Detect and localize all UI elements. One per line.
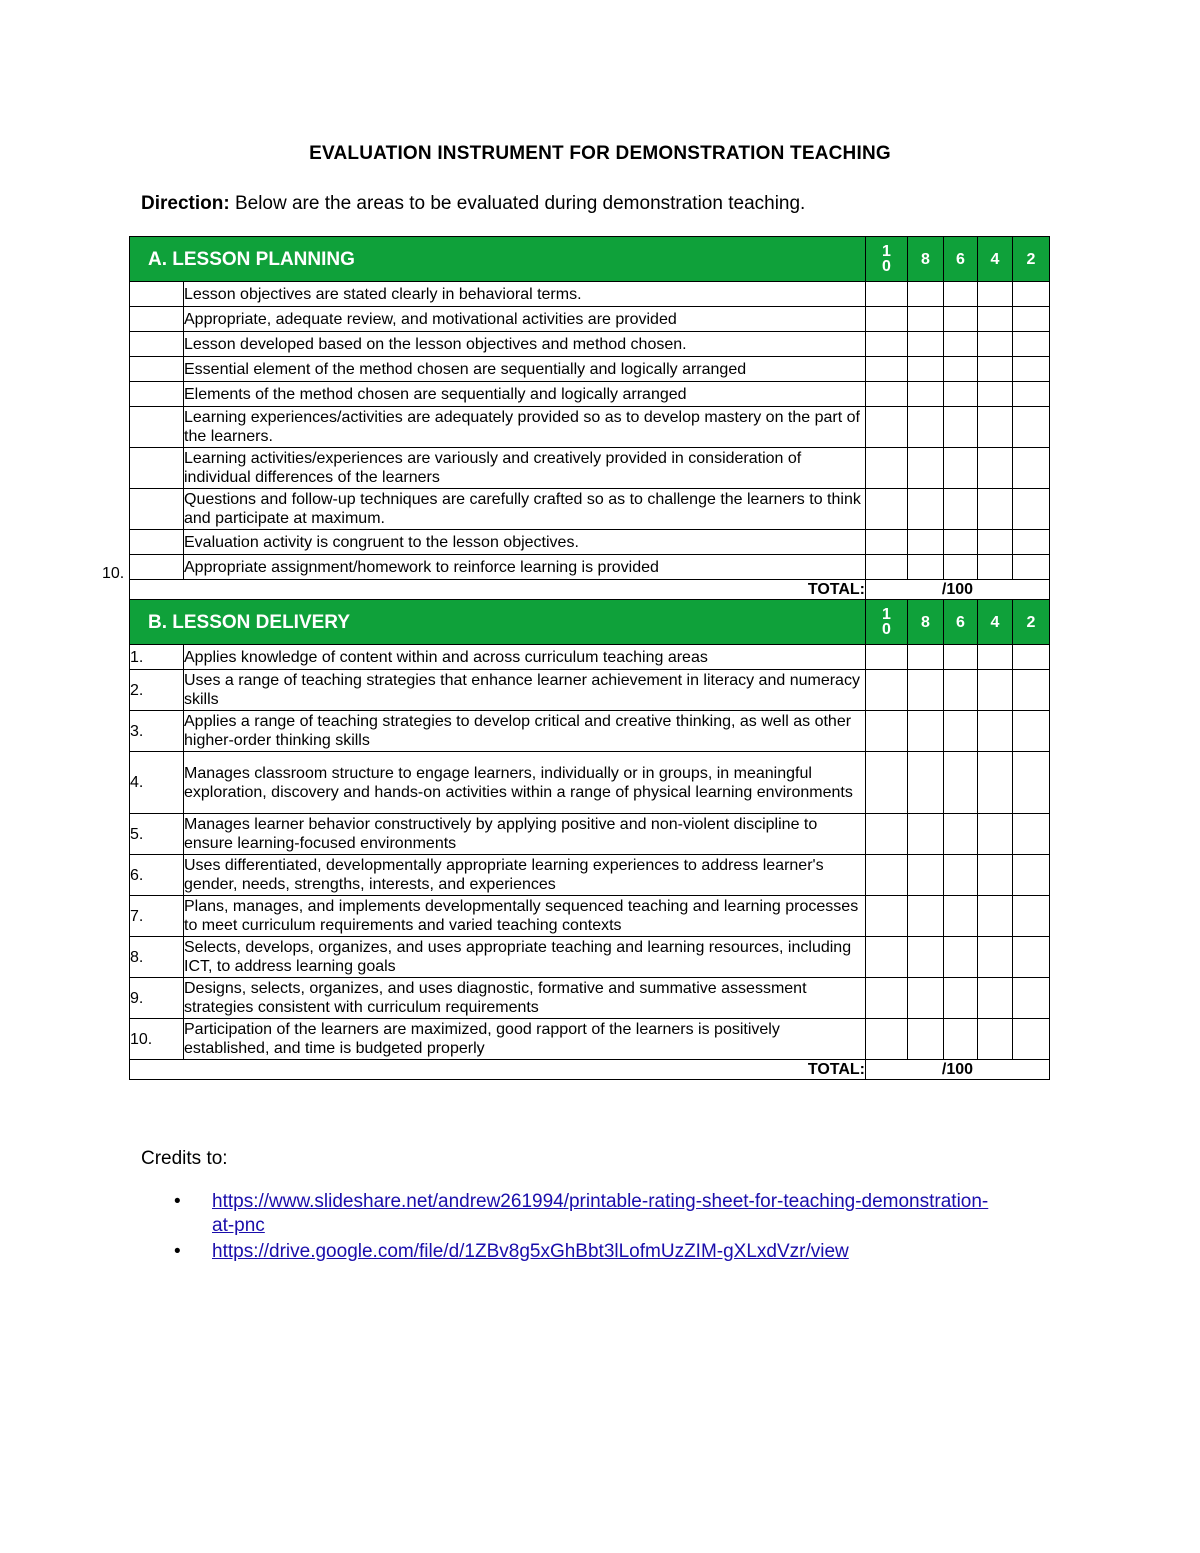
score-cell[interactable] <box>866 307 908 332</box>
lesson-planning-row <box>130 307 1050 332</box>
bullet-icon: • <box>174 1241 181 1262</box>
score-cell[interactable] <box>908 978 944 1019</box>
score-cell[interactable] <box>866 489 908 530</box>
score-cell[interactable] <box>1013 332 1050 357</box>
score-cell[interactable] <box>908 937 944 978</box>
score-cell[interactable] <box>866 530 908 555</box>
rubric-table <box>129 236 1050 1080</box>
item-number: 9. <box>130 978 184 1019</box>
item-number: 1. <box>130 645 184 670</box>
score-cell[interactable] <box>908 1019 944 1060</box>
credits-list <box>170 1190 990 1266</box>
score-cell[interactable] <box>944 978 978 1019</box>
score-cell[interactable] <box>944 752 978 814</box>
score-cell[interactable] <box>1013 752 1050 814</box>
score-column-header: 8 <box>908 600 944 645</box>
score-cell[interactable] <box>944 332 978 357</box>
score-column-header: 8 <box>908 237 944 282</box>
item-number: 8. <box>130 937 184 978</box>
score-cell[interactable] <box>978 937 1013 978</box>
score-cell[interactable] <box>908 855 944 896</box>
score-cell[interactable] <box>978 555 1013 580</box>
score-cell[interactable] <box>908 896 944 937</box>
total-label: TOTAL: <box>130 580 866 600</box>
score-cell[interactable] <box>944 407 978 448</box>
score-cell[interactable] <box>866 670 908 711</box>
score-cell[interactable] <box>866 711 908 752</box>
score-cell[interactable] <box>866 855 908 896</box>
score-cell[interactable] <box>1013 555 1050 580</box>
score-cell[interactable] <box>944 645 978 670</box>
item-criterion: Manages classroom structure to engage learners, individually or in groups, in meaningful exploration, discovery and hands-on activities within a range of physical learning environments <box>184 752 866 814</box>
score-cell[interactable] <box>944 530 978 555</box>
score-cell[interactable] <box>978 489 1013 530</box>
lesson-delivery-row <box>130 978 1050 1019</box>
total-label: TOTAL: <box>130 1060 866 1080</box>
page-title: EVALUATION INSTRUMENT FOR DEMONSTRATION TEACHING <box>309 143 891 164</box>
score-cell[interactable] <box>978 711 1013 752</box>
lesson-delivery-title: B. LESSON DELIVERY <box>130 600 866 645</box>
score-cell[interactable] <box>866 896 908 937</box>
score-column-header-part: 0 <box>882 258 891 275</box>
lesson-delivery-header <box>130 600 1050 645</box>
credit-link-drive[interactable]: https://drive.google.com/file/d/1ZBv8g5xGhBbt3lLofmUzZIM-gXLxdVzr/view <box>212 1241 849 1262</box>
score-cell[interactable] <box>1013 855 1050 896</box>
score-cell[interactable] <box>908 489 944 530</box>
score-column-header-part: 1 <box>882 606 891 623</box>
lesson-delivery-row <box>130 896 1050 937</box>
score-cell[interactable] <box>866 282 908 307</box>
score-cell[interactable] <box>1013 489 1050 530</box>
score-cell[interactable] <box>978 1019 1013 1060</box>
direction-body: Below are the areas to be evaluated during demonstration teaching. <box>229 193 806 214</box>
lesson-planning-row <box>130 530 1050 555</box>
score-column-header: 2 <box>1013 600 1050 645</box>
score-cell[interactable] <box>944 711 978 752</box>
score-cell[interactable] <box>908 282 944 307</box>
score-cell[interactable] <box>978 814 1013 855</box>
score-cell[interactable] <box>866 407 908 448</box>
item-number <box>130 357 184 382</box>
item-criterion: Lesson objectives are stated clearly in behavioral terms. <box>184 282 866 307</box>
score-column-header: 4 <box>978 237 1013 282</box>
score-cell[interactable] <box>1013 407 1050 448</box>
item-number <box>130 407 184 448</box>
score-cell[interactable] <box>944 814 978 855</box>
item-number <box>130 332 184 357</box>
score-cell[interactable] <box>1013 282 1050 307</box>
score-cell[interactable] <box>908 332 944 357</box>
item-number <box>130 530 184 555</box>
item-criterion: Plans, manages, and implements developmentally sequenced teaching and learning processes to meet curriculum requirements and varied teaching contexts <box>184 896 866 937</box>
score-cell[interactable] <box>978 282 1013 307</box>
score-cell[interactable] <box>944 937 978 978</box>
score-cell[interactable] <box>944 282 978 307</box>
score-cell[interactable] <box>866 645 908 670</box>
total-value[interactable]: /100 <box>866 1060 1050 1080</box>
score-cell[interactable] <box>908 670 944 711</box>
score-column-header-part: 0 <box>882 621 891 638</box>
score-cell[interactable] <box>1013 670 1050 711</box>
item-criterion: Lesson developed based on the lesson objectives and method chosen. <box>184 332 866 357</box>
item-number: 6. <box>130 855 184 896</box>
lesson-planning-total-row <box>130 580 1050 600</box>
score-column-header: 2 <box>1013 237 1050 282</box>
item-criterion: Applies a range of teaching strategies to develop critical and creative thinking, as well as other higher-order thinking skills <box>184 711 866 752</box>
item-criterion: Uses a range of teaching strategies that enhance learner achievement in literacy and numeracy skills <box>184 670 866 711</box>
score-cell[interactable] <box>1013 1019 1050 1060</box>
score-cell[interactable] <box>1013 307 1050 332</box>
score-cell[interactable] <box>866 382 908 407</box>
score-cell[interactable] <box>978 752 1013 814</box>
lesson-delivery-row <box>130 711 1050 752</box>
score-cell[interactable] <box>908 530 944 555</box>
lesson-planning-row <box>130 282 1050 307</box>
lesson-planning-title: A. LESSON PLANNING <box>130 237 866 282</box>
score-column-header: 6 <box>944 600 978 645</box>
score-cell[interactable] <box>944 448 978 489</box>
score-cell[interactable] <box>944 855 978 896</box>
item-number <box>130 448 184 489</box>
item-criterion: Applies knowledge of content within and across curriculum teaching areas <box>184 645 866 670</box>
score-cell[interactable] <box>866 448 908 489</box>
score-cell[interactable] <box>908 645 944 670</box>
item-number <box>130 282 184 307</box>
lesson-delivery-row <box>130 1019 1050 1060</box>
bullet-icon: • <box>174 1191 181 1212</box>
score-cell[interactable] <box>866 937 908 978</box>
credit-link-slideshare[interactable]: https://www.slideshare.net/andrew261994/printable-rating-sheet-for-teaching-demonstration-at-pnc <box>212 1191 989 1236</box>
score-cell[interactable] <box>908 752 944 814</box>
lesson-delivery-row <box>130 937 1050 978</box>
lesson-planning-row <box>130 407 1050 448</box>
score-cell[interactable] <box>978 978 1013 1019</box>
score-cell[interactable] <box>1013 382 1050 407</box>
score-cell[interactable] <box>978 307 1013 332</box>
score-cell[interactable] <box>866 555 908 580</box>
score-cell[interactable] <box>1013 978 1050 1019</box>
score-cell[interactable] <box>866 752 908 814</box>
item-criterion: Designs, selects, organizes, and uses diagnostic, formative and summative assessment strategies consistent with curriculum requirements <box>184 978 866 1019</box>
score-cell[interactable] <box>978 332 1013 357</box>
score-cell[interactable] <box>908 555 944 580</box>
score-cell[interactable] <box>908 448 944 489</box>
lesson-delivery-row <box>130 645 1050 670</box>
total-value[interactable]: /100 <box>866 580 1050 600</box>
score-cell[interactable] <box>866 814 908 855</box>
score-cell[interactable] <box>1013 896 1050 937</box>
lesson-planning-row <box>130 555 1050 580</box>
score-cell[interactable] <box>908 814 944 855</box>
item-criterion: Essential element of the method chosen are sequentially and logically arranged <box>184 357 866 382</box>
score-cell[interactable] <box>1013 357 1050 382</box>
item-number <box>130 555 184 580</box>
score-cell[interactable] <box>978 670 1013 711</box>
score-cell[interactable] <box>866 332 908 357</box>
score-cell[interactable] <box>1013 814 1050 855</box>
score-cell[interactable] <box>908 711 944 752</box>
lesson-delivery-row <box>130 670 1050 711</box>
score-cell[interactable] <box>944 382 978 407</box>
item-criterion: Selects, develops, organizes, and uses appropriate teaching and learning resources, including ICT, to address learning goals <box>184 937 866 978</box>
score-cell[interactable] <box>1013 711 1050 752</box>
item-number <box>130 489 184 530</box>
score-cell[interactable] <box>1013 645 1050 670</box>
item-criterion: Questions and follow-up techniques are carefully crafted so as to challenge the learners to think and participate at maximum. <box>184 489 866 530</box>
score-cell[interactable] <box>908 407 944 448</box>
score-cell[interactable] <box>908 357 944 382</box>
score-cell[interactable] <box>978 645 1013 670</box>
score-cell[interactable] <box>908 307 944 332</box>
item-number: 2. <box>130 670 184 711</box>
item-criterion: Appropriate, adequate review, and motivational activities are provided <box>184 307 866 332</box>
item-criterion: Participation of the learners are maximized, good rapport of the learners is positively established, and time is budgeted properly <box>184 1019 866 1060</box>
score-cell[interactable] <box>1013 448 1050 489</box>
lesson-planning-row <box>130 448 1050 489</box>
item-number-outside: 10. <box>102 565 125 582</box>
item-criterion: Uses differentiated, developmentally appropriate learning experiences to address learner's gender, needs, strengths, interests, and experiences <box>184 855 866 896</box>
direction-text <box>141 193 805 215</box>
score-cell[interactable] <box>1013 530 1050 555</box>
item-number: 5. <box>130 814 184 855</box>
item-criterion: Appropriate assignment/homework to reinforce learning is provided <box>184 555 866 580</box>
score-cell[interactable] <box>978 855 1013 896</box>
lesson-delivery-row <box>130 752 1050 814</box>
item-number: 10. <box>130 1019 184 1060</box>
direction-label: Direction: <box>141 193 230 214</box>
lesson-planning-row <box>130 489 1050 530</box>
item-number <box>130 382 184 407</box>
score-cell[interactable] <box>908 382 944 407</box>
score-cell[interactable] <box>978 357 1013 382</box>
item-criterion: Learning activities/experiences are variously and creatively provided in consideration of individual differences of the learners <box>184 448 866 489</box>
score-cell[interactable] <box>866 357 908 382</box>
score-column-header <box>866 237 908 282</box>
score-cell[interactable] <box>944 555 978 580</box>
score-column-header: 6 <box>944 237 978 282</box>
credit-item <box>170 1240 990 1264</box>
item-number <box>130 307 184 332</box>
item-number: 7. <box>130 896 184 937</box>
item-criterion: Learning experiences/activities are adequately provided so as to develop mastery on the part of the learners. <box>184 407 866 448</box>
score-cell[interactable] <box>866 978 908 1019</box>
score-cell[interactable] <box>944 1019 978 1060</box>
score-cell[interactable] <box>944 357 978 382</box>
lesson-planning-row <box>130 382 1050 407</box>
lesson-delivery-row <box>130 814 1050 855</box>
item-criterion: Evaluation activity is congruent to the lesson objectives. <box>184 530 866 555</box>
score-column-header-part: 1 <box>882 243 891 260</box>
score-cell[interactable] <box>978 407 1013 448</box>
score-cell[interactable] <box>1013 937 1050 978</box>
item-criterion: Manages learner behavior constructively by applying positive and non-violent discipline to ensure learning-focused environments <box>184 814 866 855</box>
score-cell[interactable] <box>944 670 978 711</box>
item-criterion: Elements of the method chosen are sequentially and logically arranged <box>184 382 866 407</box>
score-cell[interactable] <box>978 448 1013 489</box>
credit-item <box>170 1190 990 1238</box>
score-cell[interactable] <box>944 307 978 332</box>
item-number: 4. <box>130 752 184 814</box>
score-cell[interactable] <box>978 896 1013 937</box>
credits-label: Credits to: <box>141 1148 228 1169</box>
score-column-header: 4 <box>978 600 1013 645</box>
lesson-delivery-total-row <box>130 1060 1050 1080</box>
score-cell[interactable] <box>978 382 1013 407</box>
score-cell[interactable] <box>866 1019 908 1060</box>
score-cell[interactable] <box>944 489 978 530</box>
lesson-planning-row <box>130 357 1050 382</box>
lesson-planning-row <box>130 332 1050 357</box>
item-number: 3. <box>130 711 184 752</box>
score-cell[interactable] <box>978 530 1013 555</box>
lesson-planning-header <box>130 237 1050 282</box>
lesson-delivery-row <box>130 855 1050 896</box>
score-column-header <box>866 600 908 645</box>
score-cell[interactable] <box>944 896 978 937</box>
